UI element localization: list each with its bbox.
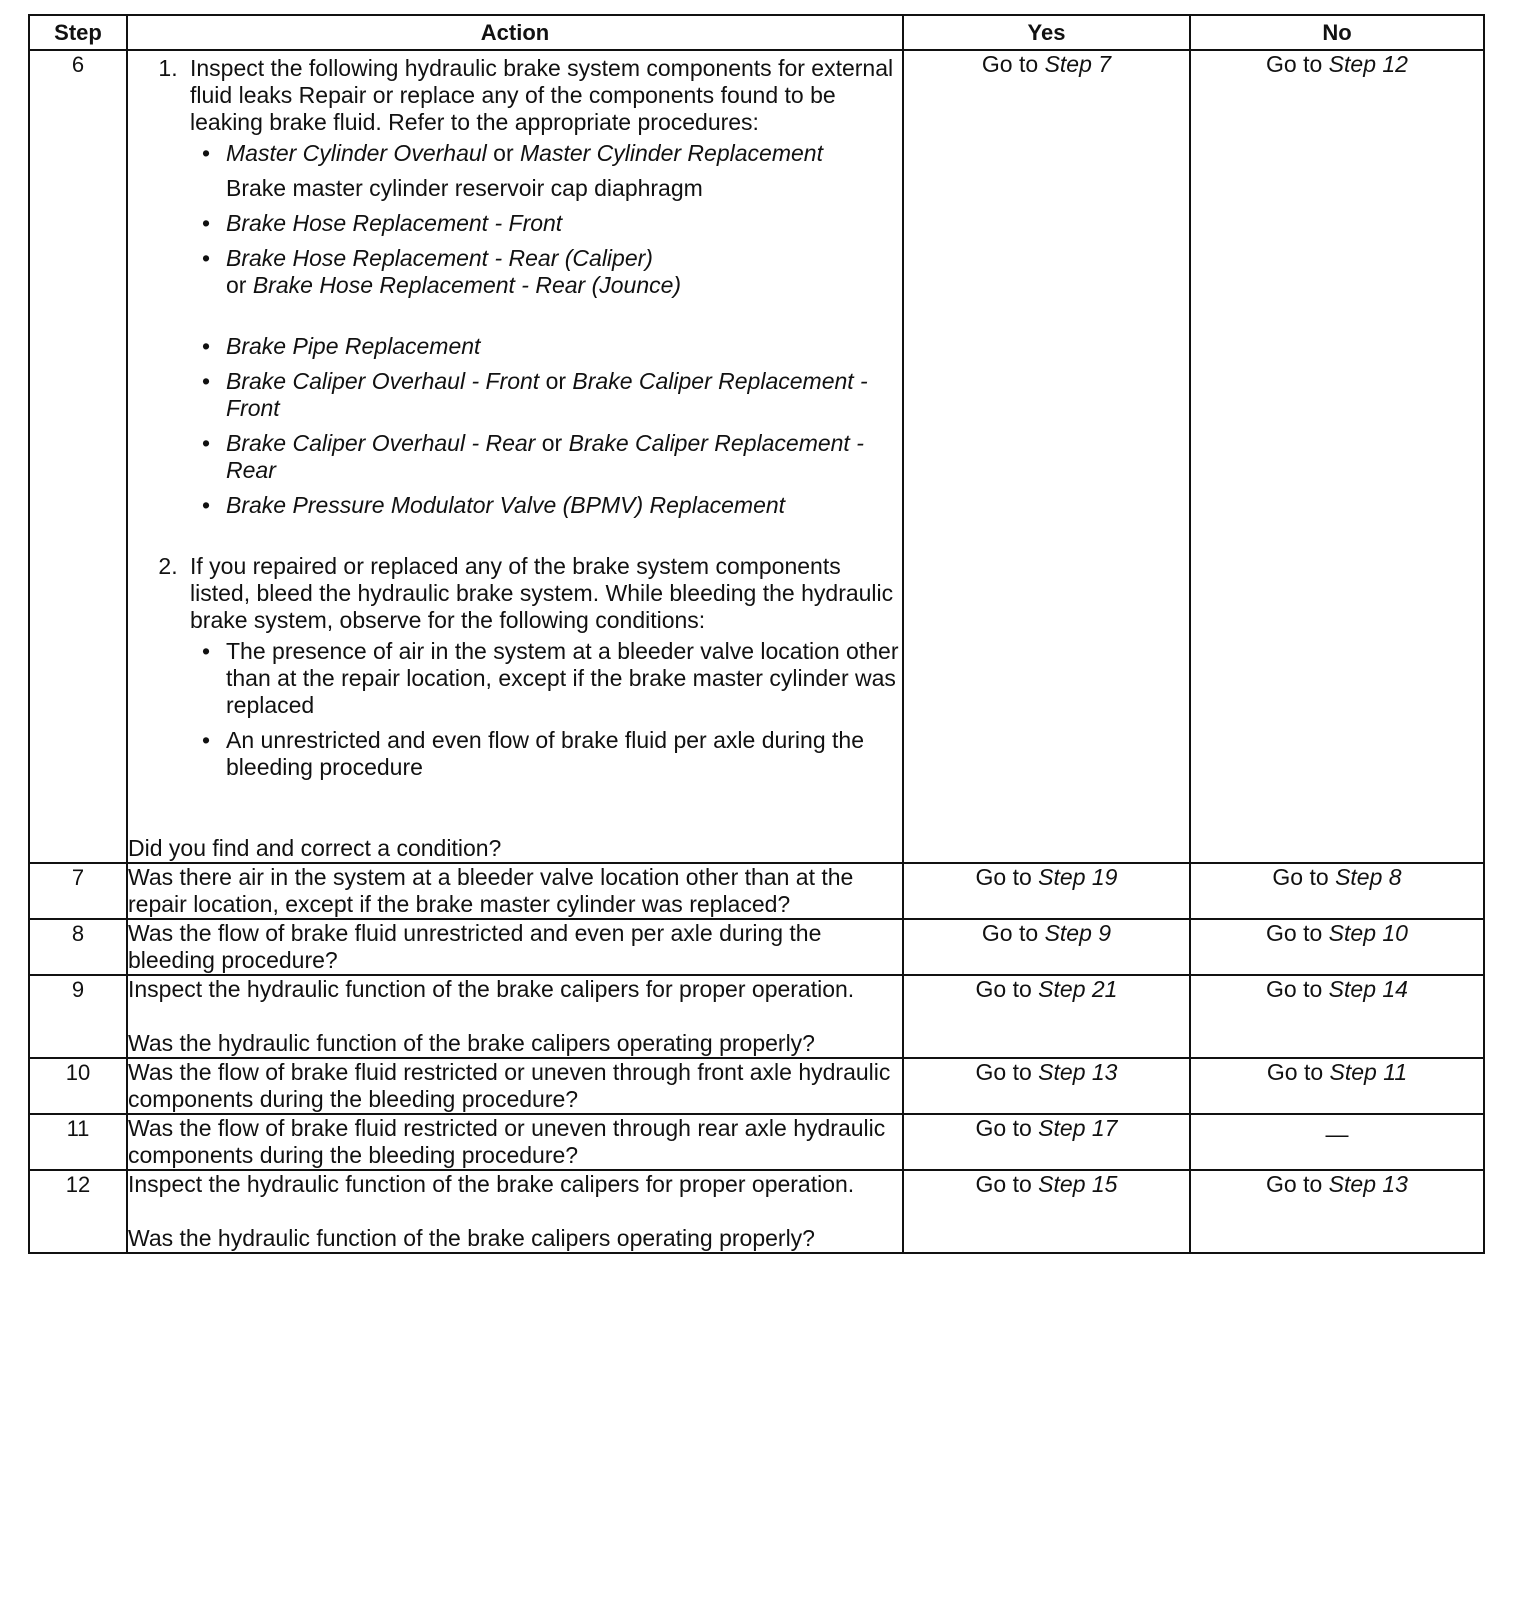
bullet-icon: • bbox=[202, 368, 211, 394]
no-cell bbox=[1190, 1114, 1484, 1170]
yes-cell bbox=[903, 1170, 1190, 1253]
procedure-ref: Brake Caliper Replacement - Rear bbox=[226, 430, 864, 483]
step-1-text: Inspect the following hydraulic brake system components for external fluid leaks Repair or replace any of the components found to be leaking brake fluid. Refer to the appropriate procedures: bbox=[190, 55, 894, 135]
or-text: or bbox=[226, 272, 247, 298]
table-row bbox=[29, 1170, 1484, 1253]
no-cell bbox=[1190, 1058, 1484, 1114]
yes-goto-link[interactable] bbox=[976, 1115, 1118, 1141]
action-cell bbox=[127, 1114, 903, 1170]
no-step-ref: Step 14 bbox=[1328, 976, 1408, 1002]
list-item bbox=[200, 368, 902, 422]
header-step: Step bbox=[29, 15, 127, 50]
no-step-ref: Step 12 bbox=[1328, 51, 1408, 77]
question-text: Was the hydraulic function of the brake calipers operating properly? bbox=[128, 1030, 815, 1056]
question-text: Was the flow of brake fluid restricted or uneven through front axle hydraulic components during the bleeding procedure? bbox=[128, 1059, 891, 1112]
condition-text: The presence of air in the system at a bleeder valve location other than at the repair location, except if the brake master cylinder was replaced bbox=[226, 638, 899, 718]
list-item bbox=[200, 210, 902, 237]
bullet-icon: • bbox=[202, 727, 211, 753]
procedure-ref: Brake Pressure Modulator Valve (BPMV) Replacement bbox=[226, 492, 786, 518]
list-item bbox=[200, 492, 902, 519]
yes-step-ref: Step 9 bbox=[1044, 920, 1112, 946]
no-cell bbox=[1190, 919, 1484, 975]
procedure-ref: Brake Hose Replacement - Rear (Caliper) bbox=[226, 245, 653, 271]
yes-step-ref: Step 15 bbox=[1038, 1171, 1118, 1197]
yes-cell bbox=[903, 863, 1190, 919]
step-2-text: If you repaired or replaced any of the brake system components listed, bleed the hydraulic brake system. While bleeding the hydraulic brake system, observe for the following conditions: bbox=[190, 553, 894, 633]
procedure-ref: Brake Caliper Overhaul - Rear bbox=[226, 430, 536, 456]
no-cell bbox=[1190, 863, 1484, 919]
list-item-note bbox=[200, 175, 902, 202]
yes-step-ref: Step 19 bbox=[1038, 864, 1118, 890]
question-text: Was there air in the system at a bleeder valve location other than at the repair location, except if the brake master cylinder was replaced? bbox=[128, 864, 854, 917]
procedure-ref: Brake Hose Replacement - Rear (Jounce) bbox=[252, 272, 682, 298]
action-cell bbox=[127, 1170, 903, 1253]
no-goto-link[interactable] bbox=[1266, 1171, 1408, 1197]
yes-cell bbox=[903, 975, 1190, 1058]
procedure-ref: Brake Hose Replacement - Front bbox=[226, 210, 563, 236]
bullet-icon: • bbox=[202, 245, 211, 271]
step-number: 9 bbox=[29, 975, 127, 1058]
no-cell bbox=[1190, 1170, 1484, 1253]
procedure-ref: Brake Caliper Overhaul - Front bbox=[226, 368, 540, 394]
action-cell bbox=[127, 863, 903, 919]
or-text: or bbox=[541, 430, 563, 456]
procedure-ref: Brake Caliper Replacement - Front bbox=[226, 368, 868, 421]
action-steps-list bbox=[128, 55, 902, 781]
instruction-text: Inspect the hydraulic function of the brake calipers for proper operation. bbox=[128, 1171, 855, 1197]
bullet-icon: • bbox=[202, 140, 211, 166]
yes-cell bbox=[903, 1058, 1190, 1114]
no-cell bbox=[1190, 975, 1484, 1058]
go-to-text: Go to bbox=[1266, 1059, 1324, 1085]
action-step-1 bbox=[184, 55, 902, 519]
no-step-ref: Step 11 bbox=[1329, 1059, 1408, 1085]
go-to-text: Go to bbox=[975, 1115, 1032, 1141]
no-step-ref: Step 8 bbox=[1335, 864, 1402, 890]
diagnostic-table bbox=[28, 14, 1485, 1254]
list-item bbox=[200, 140, 902, 167]
bullet-icon: • bbox=[202, 430, 211, 456]
step-number: 7 bbox=[29, 863, 127, 919]
no-dash: — bbox=[1325, 1121, 1349, 1147]
bullet-icon: • bbox=[202, 210, 211, 236]
go-to-text: Go to bbox=[1266, 1171, 1323, 1197]
bullet-icon: • bbox=[202, 638, 211, 664]
question-text: Was the hydraulic function of the brake calipers operating properly? bbox=[128, 1225, 815, 1251]
step-number: 12 bbox=[29, 1170, 127, 1253]
header-row bbox=[29, 15, 1484, 50]
no-step-ref: Step 10 bbox=[1328, 920, 1408, 946]
procedure-ref: Brake Pipe Replacement bbox=[226, 333, 481, 359]
list-item bbox=[200, 430, 902, 484]
go-to-text: Go to bbox=[1272, 864, 1329, 890]
no-cell bbox=[1190, 50, 1484, 863]
list-item bbox=[200, 638, 902, 719]
yes-cell bbox=[903, 919, 1190, 975]
yes-goto-link[interactable] bbox=[976, 976, 1118, 1002]
procedure-ref: Master Cylinder Replacement bbox=[520, 140, 823, 166]
or-text: or bbox=[545, 368, 567, 394]
action-cell bbox=[127, 919, 903, 975]
condition-text: An unrestricted and even flow of brake fluid per axle during the bleeding procedure bbox=[226, 727, 864, 780]
no-goto-link[interactable] bbox=[1266, 920, 1408, 946]
step-number: 11 bbox=[29, 1114, 127, 1170]
table-row bbox=[29, 863, 1484, 919]
no-goto-link[interactable] bbox=[1266, 976, 1408, 1002]
step-number: 10 bbox=[29, 1058, 127, 1114]
table-row bbox=[29, 50, 1484, 863]
yes-step-ref: Step 17 bbox=[1038, 1115, 1118, 1141]
yes-goto-link[interactable] bbox=[976, 1171, 1118, 1197]
or-text: or bbox=[493, 140, 514, 166]
action-step-2 bbox=[184, 553, 902, 781]
question-text: Did you find and correct a condition? bbox=[128, 835, 502, 861]
action-cell bbox=[127, 50, 903, 863]
go-to-text: Go to bbox=[975, 1059, 1032, 1085]
table-row bbox=[29, 975, 1484, 1058]
bullet-icon: • bbox=[202, 333, 211, 359]
no-goto-link[interactable] bbox=[1266, 51, 1408, 77]
go-to-text: Go to bbox=[1266, 976, 1323, 1002]
yes-step-ref: Step 21 bbox=[1038, 976, 1118, 1002]
list-item bbox=[200, 727, 902, 781]
yes-goto-link[interactable] bbox=[982, 51, 1111, 77]
instruction-text: Inspect the hydraulic function of the brake calipers for proper operation. bbox=[128, 976, 855, 1002]
yes-step-ref: Step 13 bbox=[1038, 1059, 1118, 1085]
no-goto-link[interactable] bbox=[1272, 864, 1401, 890]
yes-cell bbox=[903, 1114, 1190, 1170]
no-step-ref: Step 13 bbox=[1328, 1171, 1408, 1197]
component-note: Brake master cylinder reservoir cap diaphragm bbox=[226, 175, 703, 201]
no-goto-link[interactable] bbox=[1267, 1059, 1407, 1085]
component-list bbox=[190, 140, 902, 519]
step-number: 6 bbox=[29, 50, 127, 863]
action-cell bbox=[127, 1058, 903, 1114]
yes-goto-link[interactable] bbox=[976, 864, 1118, 890]
yes-cell bbox=[903, 50, 1190, 863]
action-cell bbox=[127, 975, 903, 1058]
go-to-text: Go to bbox=[981, 51, 1039, 77]
yes-goto-link[interactable] bbox=[976, 1059, 1118, 1085]
header-no: No bbox=[1190, 15, 1484, 50]
go-to-text: Go to bbox=[975, 976, 1032, 1002]
header-yes: Yes bbox=[903, 15, 1190, 50]
list-item bbox=[200, 333, 902, 360]
question-text: Was the flow of brake fluid restricted or uneven through rear axle hydraulic components during the bleeding procedure? bbox=[128, 1115, 886, 1168]
conditions-list bbox=[190, 638, 902, 781]
header-action: Action bbox=[127, 15, 903, 50]
go-to-text: Go to bbox=[1266, 51, 1323, 77]
table-row bbox=[29, 1058, 1484, 1114]
list-item bbox=[200, 245, 902, 299]
go-to-text: Go to bbox=[975, 864, 1032, 890]
question-text: Was the flow of brake fluid unrestricted and even per axle during the bleeding procedure? bbox=[128, 920, 822, 973]
bullet-icon: • bbox=[202, 492, 211, 518]
yes-step-ref: Step 7 bbox=[1044, 51, 1112, 77]
procedure-ref: Master Cylinder Overhaul bbox=[226, 140, 487, 166]
table-row bbox=[29, 1114, 1484, 1170]
step-number: 8 bbox=[29, 919, 127, 975]
go-to-text: Go to bbox=[981, 920, 1039, 946]
table-row bbox=[29, 919, 1484, 975]
yes-goto-link[interactable] bbox=[982, 920, 1111, 946]
go-to-text: Go to bbox=[1266, 920, 1323, 946]
go-to-text: Go to bbox=[975, 1171, 1032, 1197]
